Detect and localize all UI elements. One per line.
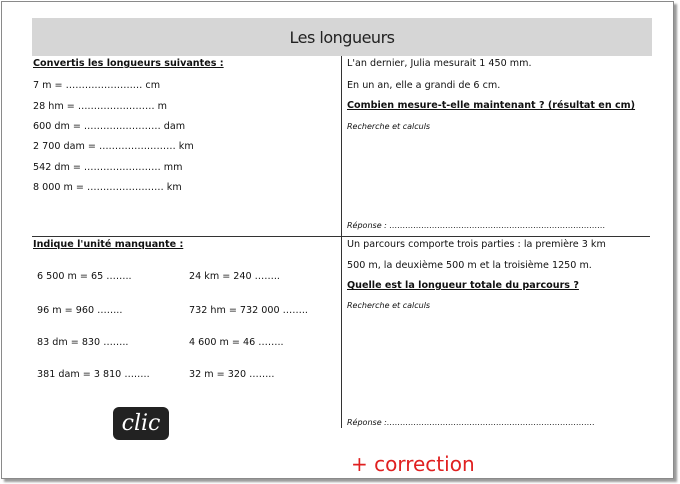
conversion-header: Convertis les longueurs suivantes : — [33, 58, 224, 69]
missing-unit-item: 32 m = 320 …….. — [189, 369, 275, 380]
problem2-line: 500 m, la deuxième 500 m et la troisième 1250 m. — [347, 260, 592, 271]
missing-unit-item: 381 dam = 3 810 …….. — [37, 369, 150, 380]
missing-unit-item: 732 hm = 732 000 …….. — [189, 305, 308, 316]
correction-link[interactable]: + correction — [351, 452, 475, 476]
conversion-line: 7 m = …………………… cm — [33, 80, 161, 91]
problem1-answer-line: Réponse : ……………………………………………………………………… — [347, 221, 606, 230]
problem2-question: Quelle est la longueur totale du parcours ? — [347, 280, 579, 291]
problem1-question: Combien mesure-t-elle maintenant ? (résultat en cm) — [347, 100, 636, 111]
problem2-work-label: Recherche et calculs — [347, 301, 431, 310]
problem1-work-label: Recherche et calculs — [347, 122, 431, 131]
missing-unit-header: Indique l'unité manquante : — [33, 239, 184, 250]
problem2-answer-line: Réponse :…………………………………………………………………… — [347, 418, 595, 427]
clic-label: clic — [121, 410, 161, 436]
conversion-line: 28 hm = …………………… m — [33, 101, 167, 112]
missing-unit-item: 96 m = 960 …….. — [37, 305, 123, 316]
problem1-line: En un an, elle a grandi de 6 cm. — [347, 80, 501, 91]
missing-unit-item: 24 km = 240 …….. — [189, 271, 280, 282]
vertical-divider — [341, 56, 342, 428]
title-bar — [32, 18, 652, 56]
conversion-line: 542 dm = …………………… mm — [33, 162, 183, 173]
horizontal-divider — [32, 236, 650, 237]
problem1-line: L'an dernier, Julia mesurait 1 450 mm. — [347, 58, 532, 69]
clic-button[interactable] — [113, 407, 169, 440]
problem2-line: Un parcours comporte trois parties : la première 3 km — [347, 239, 606, 250]
missing-unit-item: 6 500 m = 65 …….. — [37, 271, 132, 282]
conversion-line: 600 dm = …………………… dam — [33, 121, 186, 132]
missing-unit-item: 83 dm = 830 …….. — [37, 337, 129, 348]
conversion-line: 8 000 m = …………………… km — [33, 182, 182, 193]
conversion-line: 2 700 dam = …………………… km — [33, 141, 194, 152]
page-title: Les longueurs — [289, 27, 395, 47]
missing-unit-item: 4 600 m = 46 …….. — [189, 337, 284, 348]
